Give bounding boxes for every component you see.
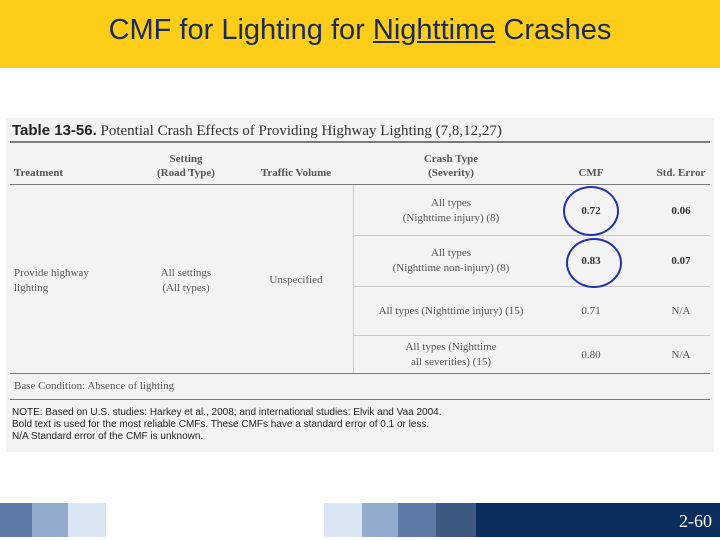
table-notes [12, 407, 442, 443]
row4-crash-type: All types (Nighttime all severities) (15) [405, 341, 497, 368]
note-line: Bold text is used for the most reliable CMFs. These CMFs have a standard error of 0.1 or less. [12, 419, 430, 430]
body-rule [10, 373, 710, 374]
cell-traffic-volume: Unspecified [269, 274, 323, 286]
row4-cmf: 0.80 [581, 349, 601, 361]
row3-cmf: 0.71 [581, 305, 601, 317]
row1-crash-type: All types (Nighttime injury) (8) [402, 197, 500, 224]
page-number: 2-60 [679, 511, 712, 531]
bottom-rule [10, 399, 710, 400]
cmf-table [6, 118, 714, 452]
column-divider [353, 185, 354, 373]
header-setting: Setting (Road Type) [157, 153, 215, 179]
cell-treatment: Provide highway lighting [14, 267, 89, 294]
row-separator [354, 235, 710, 236]
row3-std-error: N/A [671, 305, 691, 317]
header-traffic-volume: Traffic Volume [260, 167, 332, 179]
note-line: NOTE: Based on U.S. studies: Harkey et al., 2008; and international studies: Elvik and Vaa 2004. [12, 407, 442, 418]
row2-std-error: 0.07 [671, 255, 691, 267]
title-underlined-word: Nighttime [372, 14, 496, 46]
row1-cmf: 0.72 [581, 205, 601, 217]
row-separator [354, 286, 710, 287]
slide-title: CMF for Lighting for Nighttime Crashes [108, 14, 612, 46]
row4-std-error: N/A [671, 349, 691, 361]
header-treatment: Treatment [14, 167, 64, 179]
row3-crash-type: All types (Nighttime injury) (15) [378, 305, 524, 317]
note-line: N/A Standard error of the CMF is unknown. [12, 431, 204, 442]
row1-std-error: 0.06 [671, 205, 691, 217]
highlight-circle-cmf-072 [563, 186, 619, 236]
header-std-error: Std. Error [656, 167, 706, 179]
header-rule [10, 184, 710, 185]
row-separator [354, 335, 710, 336]
highlight-circle-cmf-083 [566, 238, 622, 288]
footer-bar [0, 503, 720, 537]
base-condition: Base Condition: Absence of lighting [14, 380, 175, 392]
table-caption: Table 13-56. Potential Crash Effects of Providing Highway Lighting (7,8,12,27) [12, 122, 502, 139]
header-crash-type: Crash Type (Severity) [423, 153, 479, 179]
header-cmf: CMF [578, 167, 604, 179]
cell-setting: All settings (All types) [160, 267, 212, 294]
row2-crash-type: All types (Nighttime non-injury) (8) [392, 247, 510, 274]
row2-cmf: 0.83 [581, 255, 601, 267]
top-rule [10, 141, 710, 143]
